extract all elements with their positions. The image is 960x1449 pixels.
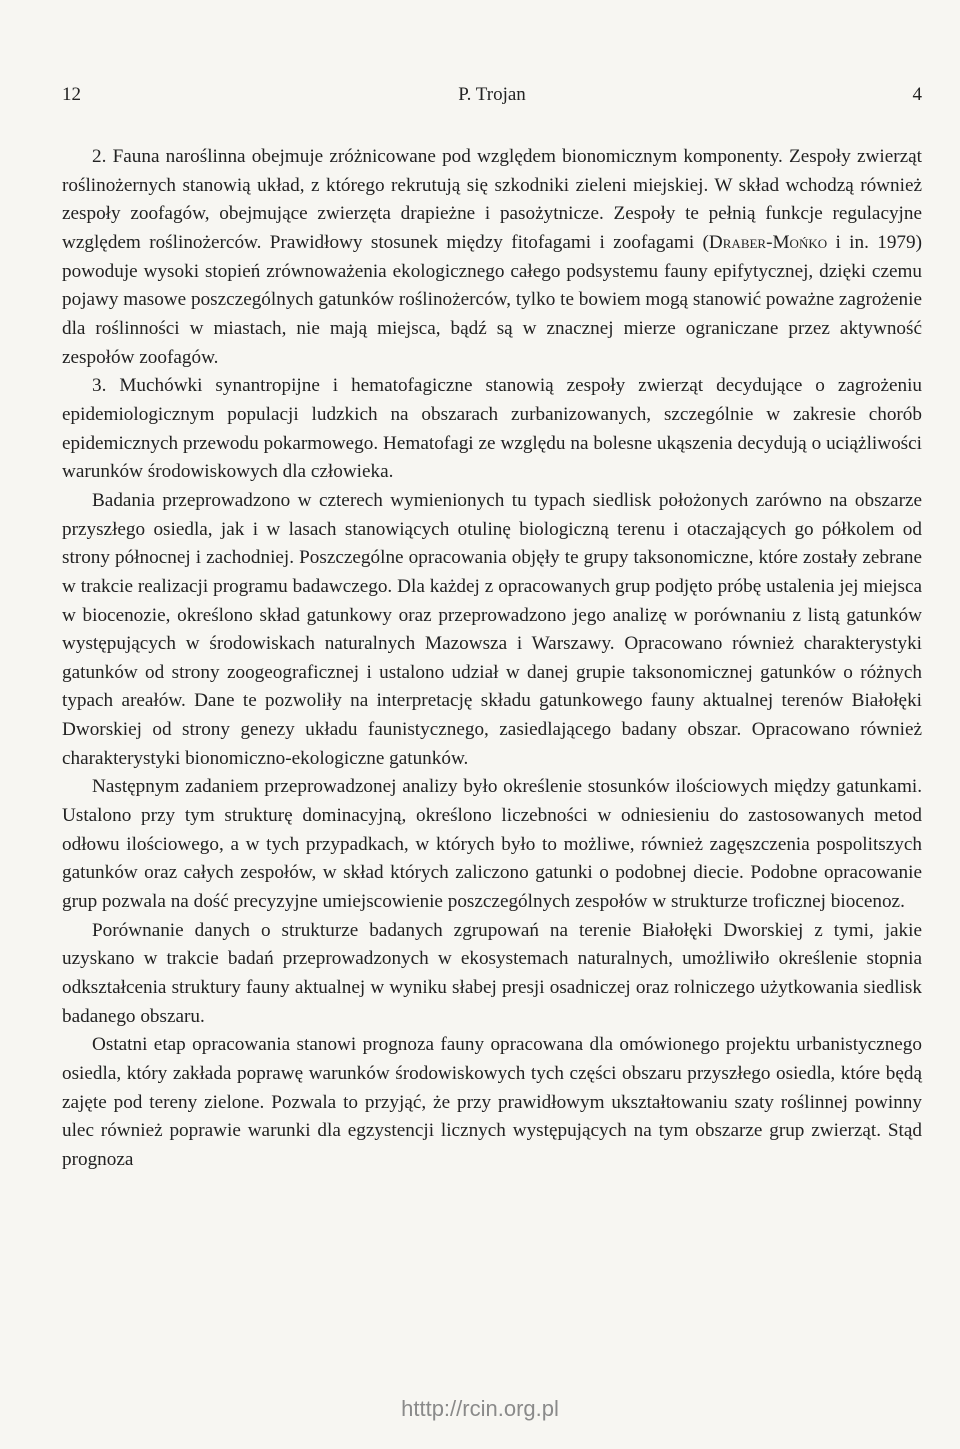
citation-authors: Draber-Mońko <box>708 231 828 253</box>
paragraph-porownanie: Porównanie danych o strukturze badanych zgrupowań na terenie Białołęki Dworskiej z tymi, jakie uzyskano w trakcie badań przeprowadzonych w ekosystemach naturalnych, umożliwiło określenie stopnia odkształcenia struktury fauny aktualnej w wyniku słabej presji osadniczej oraz rolniczego użytkowania siedlisk badanego obszaru. <box>62 919 922 1027</box>
paragraph-muchowki: 3. Muchówki synantropijne i hematofagiczne stanowią zespoły zwierząt decydujące o zagrożeniu epidemiologicznym populacji ludzkich na obszarach zurbanizowanych, szczególnie w zakresie chorób epidemicznych przewodu pokarmowego. Hematofagi ze względu na bolesne ukąszenia decydują o uciążliwości warunków środowiskowych dla człowieka. <box>62 375 922 483</box>
paragraph-fauna-naroslinna <box>62 143 922 372</box>
paragraph-text: 2. Fauna naroślinna obejmuje zróżnicowane pod względem bionomicznym komponenty. Zespoły zwierząt roślinożernych stanowią układ, z którego rekrutują się szkodniki zieleni miejskiej. W skład wchodzą również zespoły zoofagów, obejmujące zwierzęta drapieżne i pasożytnicze. Zespoły te pełnią funkcje regulacyjne względem roślinożerców. Prawidłowy stosunek między fitofagami i zoofagami ( <box>62 146 922 253</box>
paragraph-badania: Badania przeprowadzono w czterech wymienionych tu typach siedlisk położonych zarówno na obszarze przyszłego osiedla, jak i w lasach stanowiących otulinę biologiczną terenu i otaczających go półkolem od strony północnej i zachodniej. Poszczególne opracowania objęły te grupy taksonomiczne, które zostały zebrane w trakcie realizacji programu badawczego. Dla każdej z opracowanych grup podjęto próbę ustalenia jej miejsca w biocenozie, określono skład gatunkowy oraz przeprowadzono jego analizę w porównaniu z listą gatunków występujących w środowiskach naturalnych Mazowsza i Warszawy. Opracowano również charakterystyki gatunków od strony zoogeograficznej i ustalono udział w danej grupie taksonomicznej gatunków o różnych typach areałów. Dane te pozwoliły na interpretację składu gatunkowego fauny aktualnej terenów Białołęki Dworskiej od strony genezy układu faunistycznego, zasiedlającego badany obszar. Opracowano również charakterystyki bionomiczno-ekologiczne gatunków. <box>62 489 922 769</box>
article-body <box>62 143 922 1175</box>
paragraph-nastepnym-zadaniem: Następnym zadaniem przeprowadzonej analizy było określenie stosunków ilościowych między gatunkami. Ustalono przy tym strukturę dominacyjną, określono liczebności w odniesieniu do zastosowanych metod odłowu ilościowego, a w tych przypadkach, w których było to możliwe, również zagęszczenia pospolitszych gatunków oraz całych zespołów, w skład których zaliczono gatunki o podobnej diecie. Podobne opracowanie grup pozwala na dość precyzyjne umiejscowienie poszczególnych zespołów w strukturze troficznej biocenoz. <box>62 776 922 913</box>
page-header <box>62 84 922 112</box>
paragraph-ostatni-etap: Ostatni etap opracowania stanowi prognoza fauny opracowana dla omówionego projektu urbanistycznego osiedla, który zakłada poprawę warunków środowiskowych tych części obszaru przyszłego osiedla, które będą zajęte pod tereny zielone. Pozwala to przyjąć, że przy prawidłowym ukształtowaniu szaty roślinnej powinny ulec również poprawie warunki dla egzystencji licznych występujących na tym obszarze grup zwierząt. Stąd prognoza <box>62 1034 922 1170</box>
section-number: 4 <box>912 84 922 105</box>
running-title: P. Trojan <box>458 84 526 105</box>
page-number: 12 <box>62 84 81 105</box>
paragraph-text-continued: i in. 1979) powoduje wysoki stopień zrównoważenia ekologicznego całego podsystemu fauny epifytycznej, dzięki czemu pojawy masowe poszczególnych gatunków roślinożerców, tylko te bowiem mogą stanowić poważne zagrożenie dla roślinności w miastach, nie mają miejsca, bądź są w znacznej mierze ograniczane przez aktywność zespołów zoofagów. <box>62 231 922 368</box>
footer-url: htttp://rcin.org.pl <box>401 1396 559 1421</box>
